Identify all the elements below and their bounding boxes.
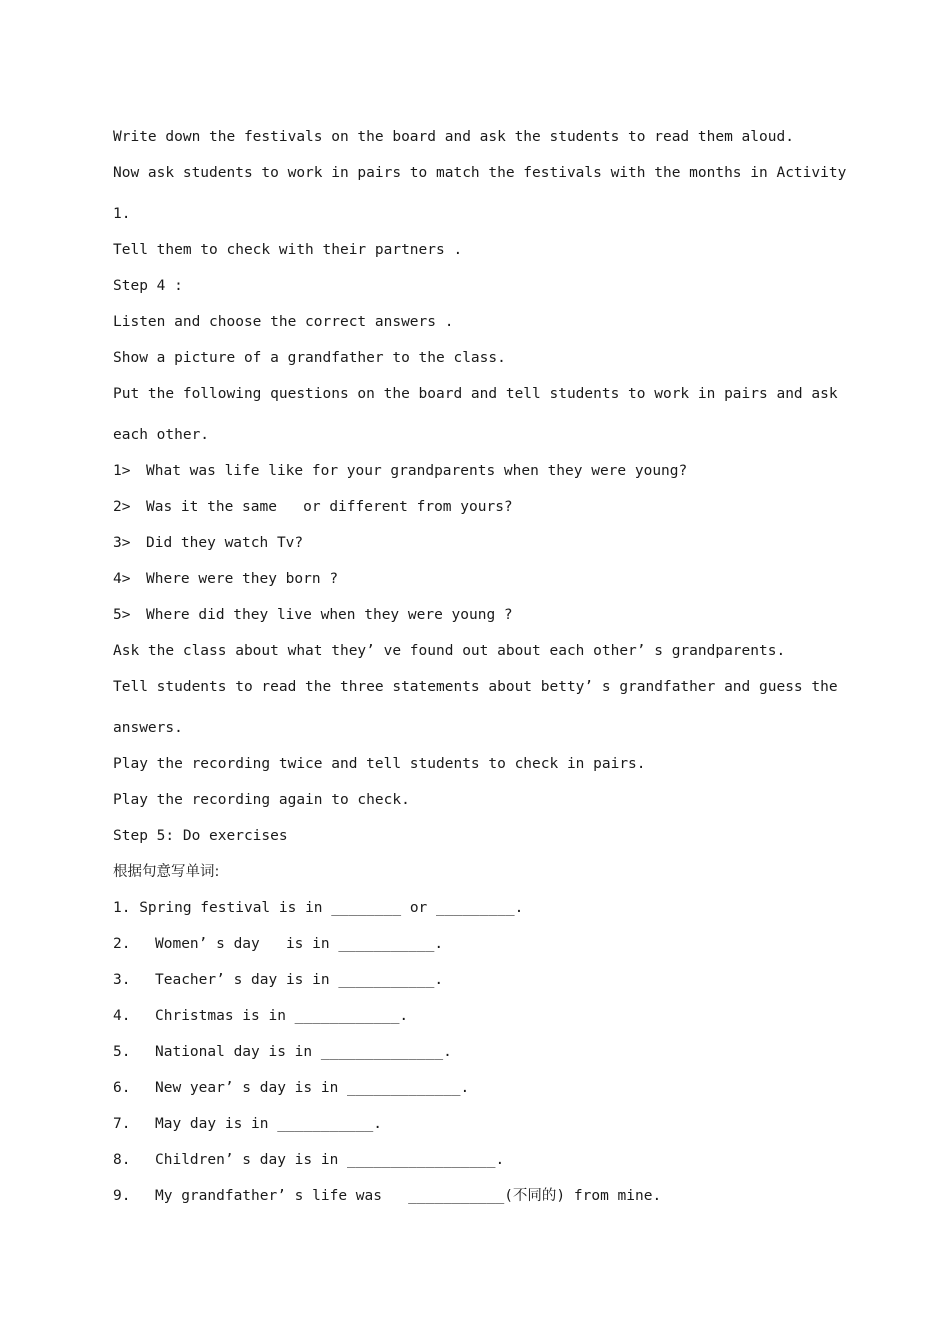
instruction-line: Write down the festivals on the board and ask the students to read them aloud. [113, 129, 794, 145]
exercise-text: Women’ s day is in ___________. [155, 936, 444, 952]
question-item [113, 533, 303, 553]
question-number: 2> [113, 499, 131, 515]
question-item [113, 497, 513, 517]
question-text: Where did they live when they were young ? [146, 607, 513, 623]
instruction-line: Listen and choose the correct answers . [113, 314, 454, 330]
exercise-number: 8. [113, 1152, 131, 1168]
exercise-number: 6. [113, 1080, 131, 1096]
instruction-line: each other. [113, 427, 210, 443]
question-text: Was it the same or different from yours? [146, 499, 513, 515]
question-text: Where were they born ? [146, 571, 339, 587]
question-text: Did they watch Tv? [146, 535, 304, 551]
question-item [113, 605, 513, 625]
exercise-text: New year’ s day is in _____________. [155, 1080, 470, 1096]
step-heading: Step 5: Do exercises [113, 828, 288, 844]
exercise-item [113, 1150, 504, 1170]
question-number: 5> [113, 607, 131, 623]
question-number: 1> [113, 463, 131, 479]
question-item [113, 461, 687, 481]
exercise-text: Children’ s day is in _________________. [155, 1152, 505, 1168]
instruction-line: Ask the class about what they’ ve found out about each other’ s grandparents. [113, 643, 786, 659]
exercise-number: 3. [113, 972, 131, 988]
instruction-line: Tell them to check with their partners . [113, 242, 463, 258]
exercise-instruction: 根据句意写单词: [113, 864, 220, 880]
exercise-text: National day is in ______________. [155, 1044, 452, 1060]
exercise-text: My grandfather’ s life was ___________(不同的) from mine. [155, 1188, 662, 1204]
exercise-item [113, 1042, 452, 1062]
question-text: What was life like for your grandparents when they were young? [146, 463, 688, 479]
question-number: 3> [113, 535, 131, 551]
exercise-text: May day is in ___________. [155, 1116, 382, 1132]
question-item [113, 569, 338, 589]
exercise-number: 7. [113, 1116, 131, 1132]
step-heading: Step 4 : [113, 278, 183, 294]
exercise-text: Spring festival is in ________ or _________. [139, 900, 524, 916]
exercise-number: 9. [113, 1188, 131, 1204]
instruction-line: Now ask students to work in pairs to match the festivals with the months in Activity [113, 165, 847, 181]
exercise-number: 5. [113, 1044, 131, 1060]
exercise-item [113, 1006, 408, 1026]
instruction-line: 1. [113, 206, 131, 222]
instruction-line: answers. [113, 720, 183, 736]
instruction-line: Put the following questions on the board and tell students to work in pairs and ask [113, 386, 838, 402]
exercise-item [113, 898, 523, 918]
instruction-line: Show a picture of a grandfather to the class. [113, 350, 506, 366]
exercise-item [113, 1114, 382, 1134]
exercise-item [113, 1078, 469, 1098]
instruction-line: Tell students to read the three statements about betty’ s grandfather and guess the [113, 679, 838, 695]
exercise-item [113, 934, 443, 954]
exercise-text: Teacher’ s day is in ___________. [155, 972, 444, 988]
exercise-item [113, 1186, 661, 1206]
question-number: 4> [113, 571, 131, 587]
exercise-number: 4. [113, 1008, 131, 1024]
exercise-item [113, 970, 443, 990]
exercise-number: 1. [113, 900, 131, 916]
exercise-number: 2. [113, 936, 131, 952]
instruction-line: Play the recording twice and tell students to check in pairs. [113, 756, 646, 772]
instruction-line: Play the recording again to check. [113, 792, 410, 808]
exercise-text: Christmas is in ____________. [155, 1008, 409, 1024]
